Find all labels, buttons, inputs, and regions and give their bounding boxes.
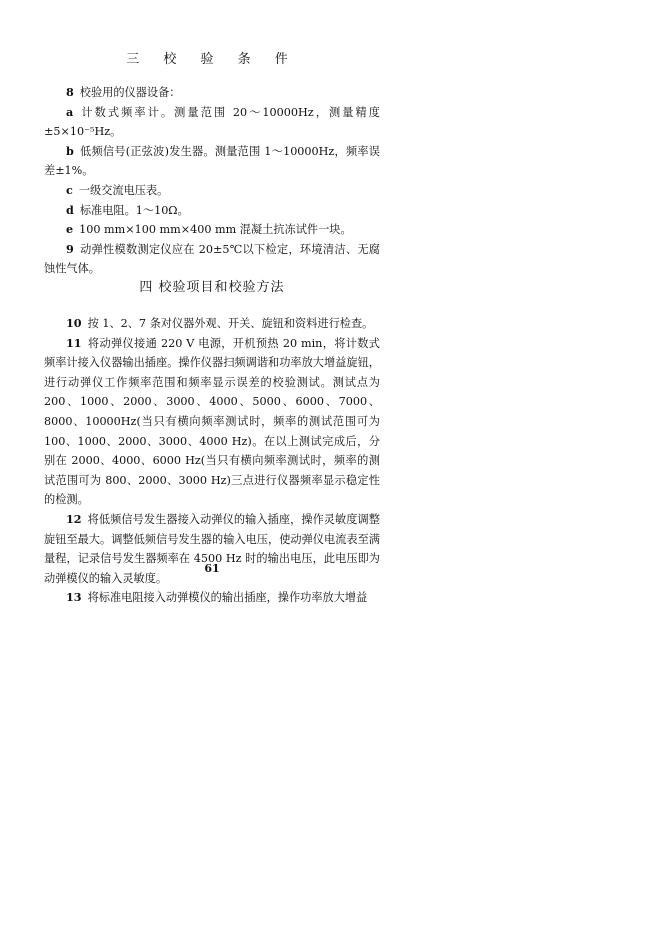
item-text: 将标准电阻接入动弹模仪的输出插座，操作功率放大增益 <box>87 591 368 605</box>
item-10 <box>44 314 380 334</box>
item-number: 8 <box>66 85 74 99</box>
item-e <box>44 220 380 240</box>
item-number: b <box>66 143 74 158</box>
item-11 <box>44 334 380 510</box>
item-a <box>44 103 380 142</box>
section-3-title: 三 校 验 条 件 <box>126 52 298 67</box>
item-text: 按 1、2、7 条对仪器外观、开关、旋钮和资料进行检查。 <box>87 317 374 330</box>
item-8 <box>44 83 380 103</box>
item-text: 校验用的仪器设备： <box>79 86 181 99</box>
item-text: 一级交流电压表。 <box>78 183 169 197</box>
item-number: a <box>66 104 74 119</box>
item-13 <box>44 588 380 608</box>
item-text: 标准电阻。1～10Ω。 <box>79 203 189 217</box>
item-text: 将动弹仪接通 220 V 电源，开机预热 20 min，将计数式频率计接入仪器输出插座。操作仪器扫频调谐和功率放大增益旋钮，进行动弹仪工作频率范围和频率显示误差的校验测试。测试点为 200、1000、2000、3000、4000、5000、6000、7000、8000、10000Hz(当只有横向频率测试时，频率的测试范围可为 100、1000、2000、3000、4000 Hz)。在以上测试完成后，分别在 2000、4000、6000 Hz(当只有横向频率测试时，频率的测试范围可为 800、2000、3000 Hz)三点进行仪器频率显示稳定性的检测。 <box>44 336 380 507</box>
item-number: 9 <box>66 241 74 256</box>
page-number: 61 <box>204 562 220 575</box>
item-text: 100 mm×100 mm×400 mm 混凝土抗冻试件一块。 <box>79 223 352 237</box>
item-text: 动弹性模数测定仪应在 20±5℃以下检定，环境清洁、无腐蚀性气体。 <box>44 242 380 276</box>
item-number: d <box>66 202 74 217</box>
item-number: 11 <box>66 335 82 350</box>
item-number: 13 <box>66 590 82 605</box>
item-d <box>44 201 380 221</box>
item-text: 将低频信号发生器接入动弹仪的输入插座，操作灵敏度调整旋钮至最大。调整低频信号发生器的输入电压，使动弹仪电流表至满量程，记录信号发生器频率在 4500 Hz 时的输出电压，此电压即为动弹模仪的输入灵敏度。 <box>44 512 380 585</box>
section-4-title: 四 校验项目和校验方法 <box>139 280 285 295</box>
section-3-body <box>44 83 380 279</box>
item-b <box>44 142 380 181</box>
item-number: 10 <box>66 316 82 330</box>
item-number: c <box>66 182 73 197</box>
item-text: 低频信号(正弦波)发生器。测量范围 1～10000Hz，频率误差±1%。 <box>44 144 380 178</box>
item-number: 12 <box>66 511 82 526</box>
item-9 <box>44 240 380 279</box>
item-text: 计数式频率计。测量范围 20～10000Hz，测量精度±5×10⁻⁵Hz。 <box>44 105 380 139</box>
item-c <box>44 181 380 201</box>
item-number: e <box>66 222 74 237</box>
